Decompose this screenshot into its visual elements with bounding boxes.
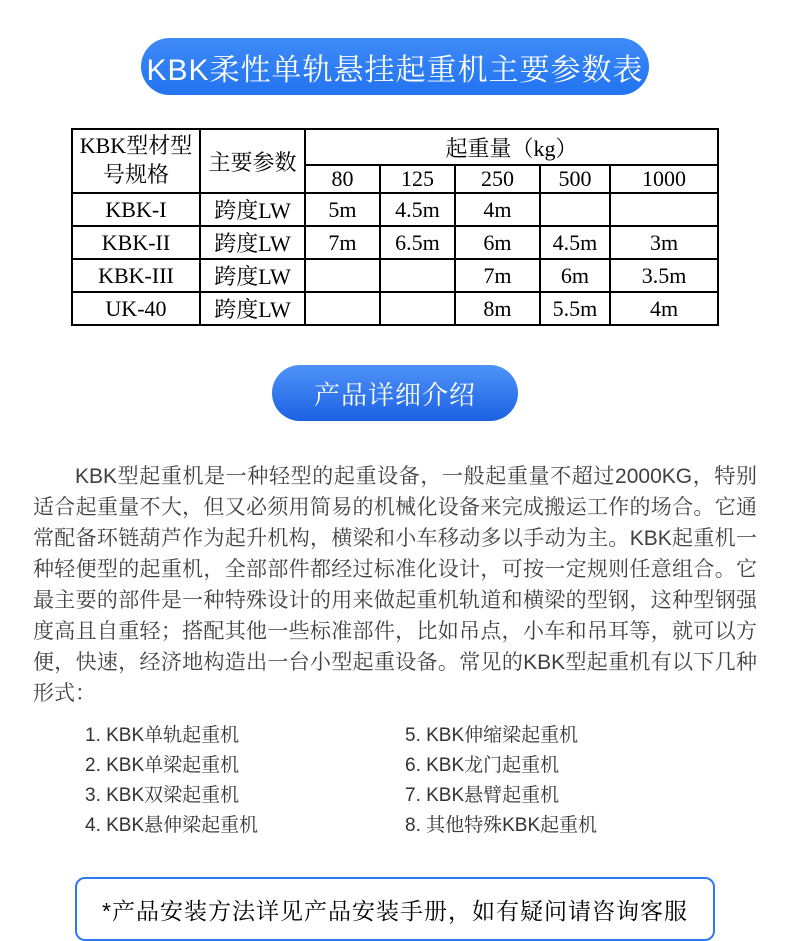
list-item: 6. KBK龙门起重机 xyxy=(405,755,560,776)
list-item: 1. KBK单轨起重机 xyxy=(85,725,240,746)
cell-value: 5m xyxy=(305,193,380,226)
spec-table xyxy=(71,128,719,326)
list-item: 2. KBK单梁起重机 xyxy=(85,755,240,776)
cell-value: 3.5m xyxy=(610,259,718,292)
table-row-kbk2 xyxy=(72,226,718,259)
header-model-col: KBK型材型号规格 xyxy=(72,129,200,193)
install-note-text: *产品安装方法详见产品安装手册，如有疑问请咨询客服 xyxy=(102,897,688,924)
cell-param: 跨度LW xyxy=(200,292,305,325)
cell-value xyxy=(540,193,610,226)
crane-type-list-right xyxy=(405,721,757,841)
table-header-row xyxy=(72,129,718,165)
cell-value xyxy=(305,292,380,325)
cell-value: 6m xyxy=(540,259,610,292)
intro-paragraph: KBK型起重机是一种轻型的起重设备，一般起重量不超过2000KG，特别适合起重量不大，但又必须用简易的机械化设备来完成搬运工作的场合。它通常配备环链葫芦作为起升机构，横梁和小车移动多以手动为主。KBK起重机一种轻便型的起重机，全部部件都经过标准化设计，可按一定规则任意组合。它最主要的部件是一种特殊设计的用来做起重机轨道和横梁的型钢，这种型钢强度高且自重轻；搭配其他一些标准部件，比如吊点，小车和吊耳等，就可以方便，快速，经济地构造出一台小型起重设备。常见的KBK型起重机有以下几种形式： xyxy=(33,465,757,705)
table-row-kbk3 xyxy=(72,259,718,292)
cell-param: 跨度LW xyxy=(200,259,305,292)
cell-model: UK-40 xyxy=(72,292,200,325)
list-item: 3. KBK双梁起重机 xyxy=(85,785,240,806)
list-item: 7. KBK悬臂起重机 xyxy=(405,785,560,806)
cell-value: 6.5m xyxy=(380,226,455,259)
product-intro-button-label: 产品详细介绍 xyxy=(313,379,476,410)
install-note-box xyxy=(75,877,715,941)
page-title-banner xyxy=(141,38,649,95)
cell-model: KBK-III xyxy=(72,259,200,292)
cell-value: 4m xyxy=(455,193,540,226)
capacity-500: 500 xyxy=(540,165,610,193)
list-item: 4. KBK悬伸梁起重机 xyxy=(85,815,259,836)
cell-model: KBK-II xyxy=(72,226,200,259)
cell-value: 7m xyxy=(305,226,380,259)
cell-value xyxy=(305,259,380,292)
header-capacity-label: 起重量（kg） xyxy=(305,129,718,165)
capacity-80: 80 xyxy=(305,165,380,193)
crane-type-list-left xyxy=(85,721,405,841)
capacity-250: 250 xyxy=(455,165,540,193)
cell-param: 跨度LW xyxy=(200,193,305,226)
cell-param: 跨度LW xyxy=(200,226,305,259)
cell-value: 7m xyxy=(455,259,540,292)
list-item: 5. KBK伸缩梁起重机 xyxy=(405,725,579,746)
list-item: 8. 其他特殊KBK起重机 xyxy=(405,815,598,836)
cell-value: 5.5m xyxy=(540,292,610,325)
cell-value xyxy=(380,259,455,292)
cell-value: 3m xyxy=(610,226,718,259)
table-row-uk40 xyxy=(72,292,718,325)
capacity-1000: 1000 xyxy=(610,165,718,193)
header-param-col: 主要参数 xyxy=(200,129,305,193)
cell-value: 6m xyxy=(455,226,540,259)
page-title: KBK柔性单轨悬挂起重机主要参数表 xyxy=(146,53,644,87)
cell-value xyxy=(380,292,455,325)
cell-value: 8m xyxy=(455,292,540,325)
product-intro-button[interactable] xyxy=(272,365,518,421)
cell-model: KBK-I xyxy=(72,193,200,226)
capacity-125: 125 xyxy=(380,165,455,193)
crane-type-lists xyxy=(85,721,757,841)
cell-value: 4.5m xyxy=(380,193,455,226)
cell-value xyxy=(610,193,718,226)
cell-value: 4.5m xyxy=(540,226,610,259)
cell-value: 4m xyxy=(610,292,718,325)
table-row-kbk1 xyxy=(72,193,718,226)
